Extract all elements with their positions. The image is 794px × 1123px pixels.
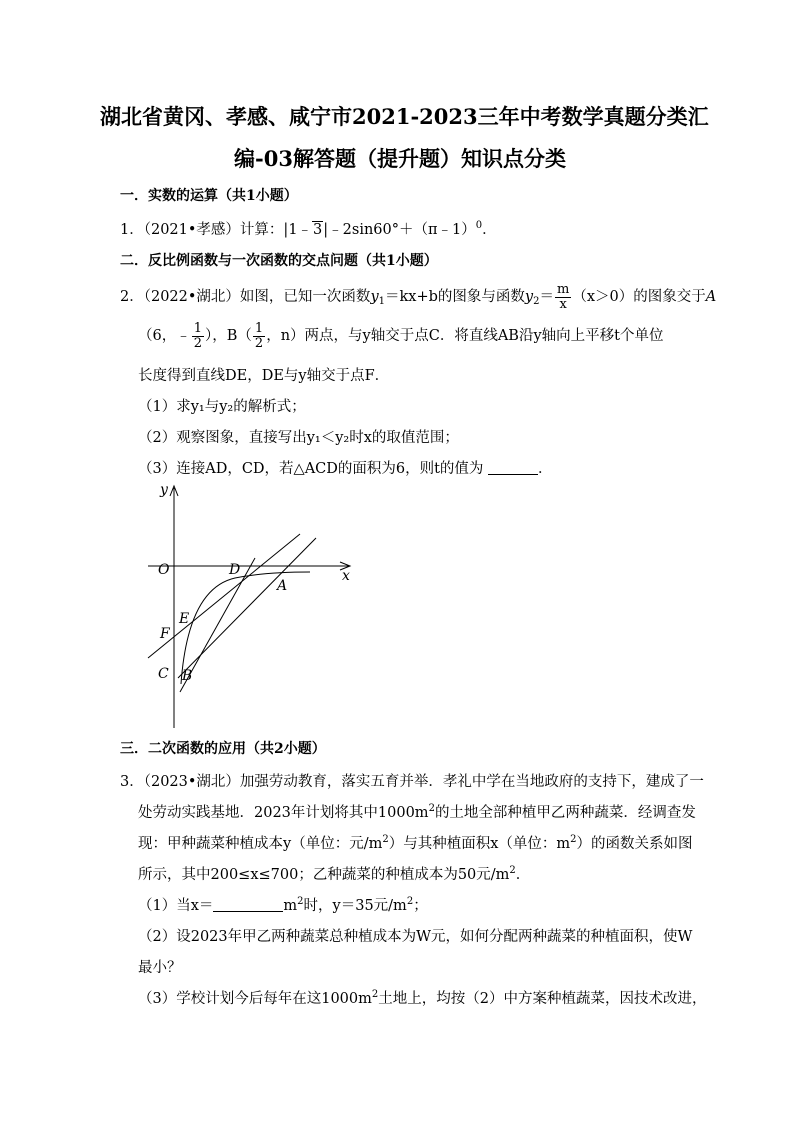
answer-blank <box>488 474 538 475</box>
question-3-part-1: （1）当$x= m^2$时，y＝35元$/m^2$； <box>138 896 428 914</box>
label-a: A <box>277 578 288 594</box>
question-2-line-3: 长度得到直线DE，DE与y轴交于点F． <box>138 368 390 384</box>
label-d: D <box>229 562 241 578</box>
fraction-one-half: $\frac{1}{2}$ <box>193 321 203 351</box>
answer-blank <box>213 911 283 912</box>
question-2-part-1: （1）求y₁与y₂的解析式； <box>138 399 306 415</box>
line-de <box>148 534 300 658</box>
question-3-part-2: （2）设2023年甲乙两种蔬菜总种植成本为W元，如何分配两种蔬菜的种植面积，使W <box>138 929 693 945</box>
hyperbola-curve <box>181 572 310 684</box>
document-title-line-2: 编-03解答题（提升题）知识点分类 <box>234 146 566 171</box>
fraction-one-half: $\frac{1}{2}$ <box>254 321 264 351</box>
question-3-line-2: 处劳动实践基地．2023年计划将其中$1000m^2$的土地全部种植甲乙两种蔬菜．经调查发 <box>138 803 696 821</box>
section-heading-3: 三．二次函数的应用（共2小题） <box>120 741 326 757</box>
label-f: F <box>160 626 170 642</box>
section-heading-2: 二．反比例函数与一次函数的交点问题（共1小题） <box>120 253 438 269</box>
label-b: B <box>182 668 193 684</box>
sqrt-3: 3 <box>313 222 323 238</box>
question-3-part-2-cont: 最小？ <box>138 960 182 976</box>
label-x: x <box>342 568 350 584</box>
label-o: O <box>158 562 170 578</box>
question-3-line-3: 现：甲种蔬菜种植成本y（单位：元$/m^2$）与其种植面积x（单位：$m^2$）的函数关系如图 <box>138 834 693 852</box>
question-2-figure <box>140 478 370 728</box>
label-c: C <box>158 666 169 682</box>
question-2-line-1: 2．（2022•湖北）如图，已知一次函数$y_1=kx+b$的图象与函数$y_2=$ $\frac{m}{x}$ （x＞0）的图象交于A <box>120 282 717 312</box>
question-3-line-1: 3．（2023•湖北）加强劳动教育，落实五育并举．孝礼中学在当地政府的支持下，建成了一 <box>120 774 704 790</box>
question-2-part-2: （2）观察图象，直接写出y₁＜y₂时x的取值范围； <box>138 430 459 446</box>
question-2-line-2: （6，﹣ $\frac{1}{2}$ ），B（ $\frac{1}{2}$ ，n）两点，与y轴交于点C．将直线AB沿y轴向上平移t个单位 <box>138 321 664 351</box>
question-1: 1．（2021•孝感）计算：|1﹣3|﹣2sin60°＋（π﹣1）$^0$． <box>120 220 497 238</box>
fraction-m-over-x: $\frac{m}{x}$ <box>557 282 570 312</box>
question-3-part-3: （3）学校计划今后每年在这$1000m^2$土地上，均按（2）中方案种植蔬菜，因技术改进， <box>138 989 707 1007</box>
label-e: E <box>179 611 190 627</box>
document-title-line-1: 湖北省黄冈、孝感、咸宁市2021-2023三年中考数学真题分类汇 <box>100 104 709 129</box>
section-heading-1: 一．实数的运算（共1小题） <box>120 188 298 204</box>
question-2-part-3: （3）连接AD，CD，若△ACD的面积为6，则t的值为 ． <box>138 461 553 477</box>
question-3-line-4: 所示，其中200≤x≤700；乙种蔬菜的种植成本为50元$/m^2$． <box>138 865 531 883</box>
label-y: y <box>160 482 168 498</box>
